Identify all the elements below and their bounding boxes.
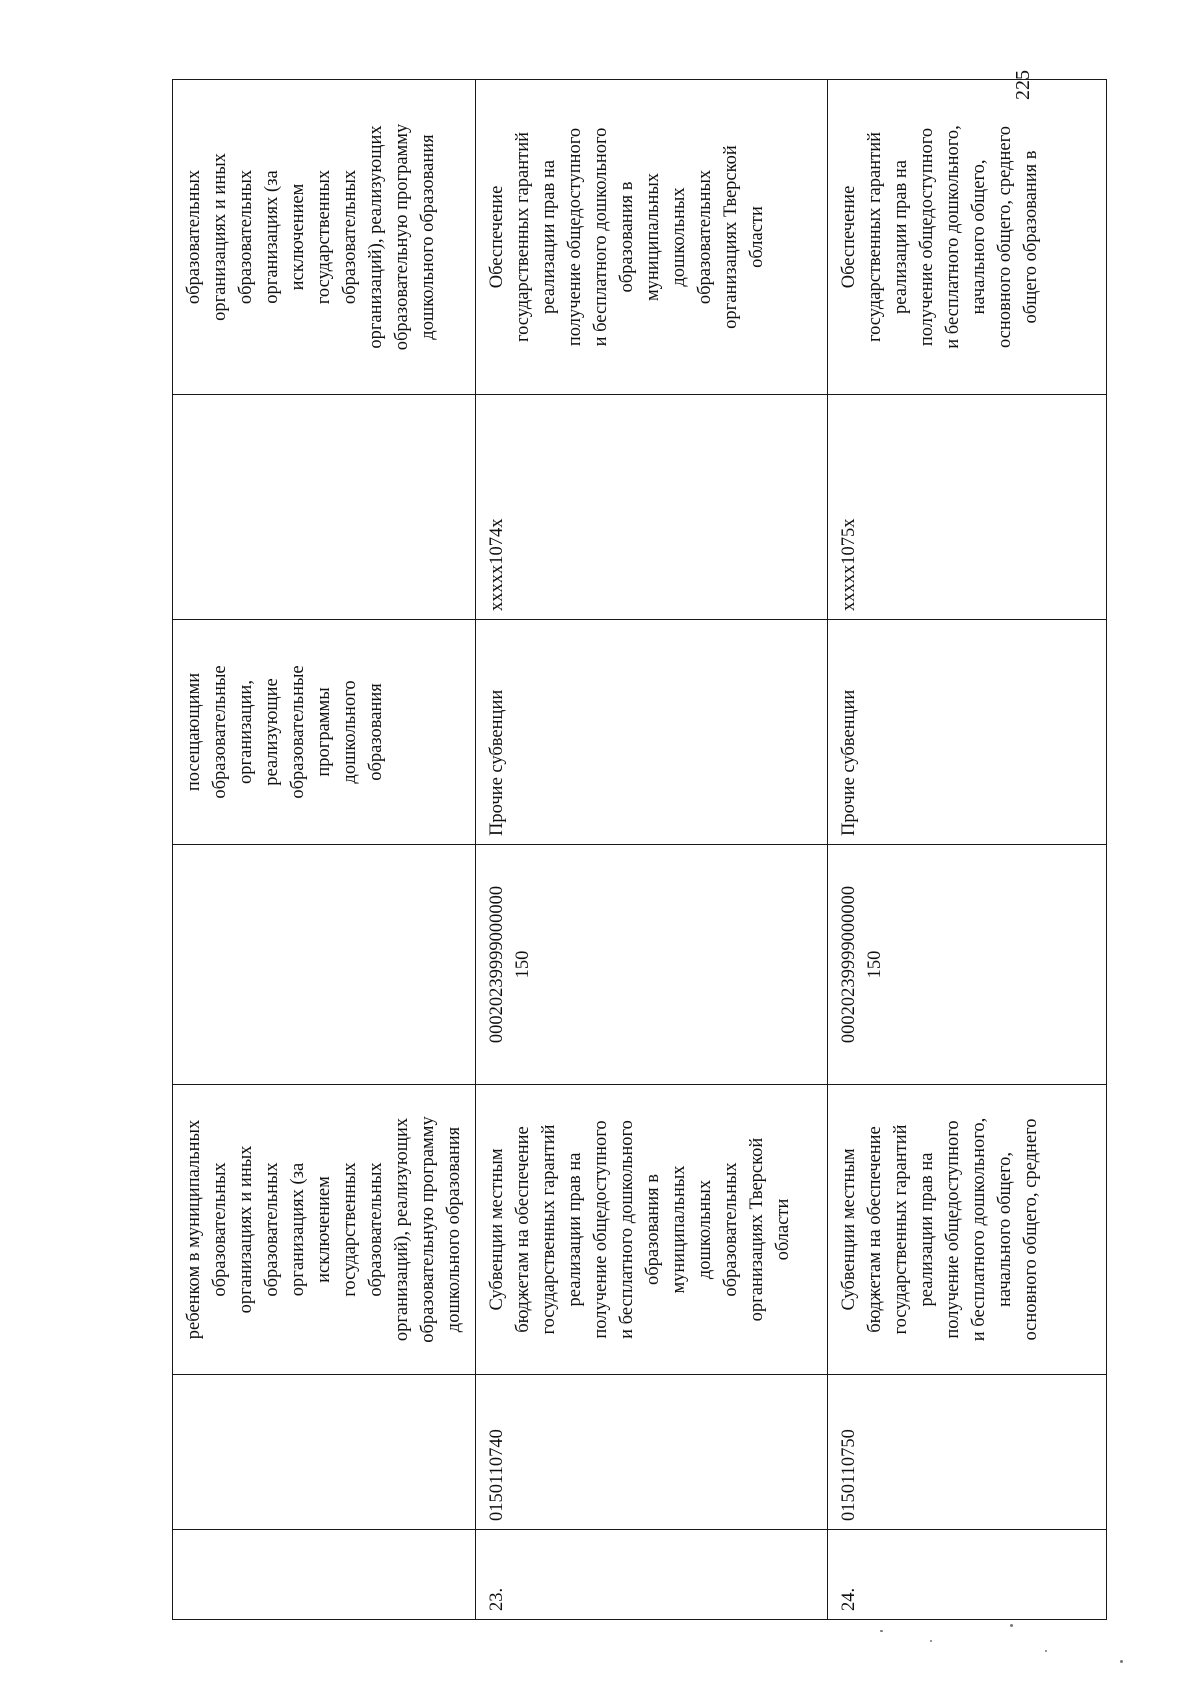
subsidy-type-cell: Прочие субвенции — [476, 620, 828, 845]
kbk-cell: 00020239999000000 150 — [828, 845, 1107, 1085]
row-number-cell: 23. — [476, 1530, 828, 1620]
kbk-cell — [173, 845, 476, 1085]
description-cell: ребенком в муниципальных образовательных организациях и иных образовательных организациях (за исключением государственных образовательных организаций), реализующих образовательную программу дошкольного образования — [173, 1085, 476, 1375]
purpose-cell: Обеспечение государственных гарантий реализации прав на получение общедоступного и бесплатного дошкольного образования в муниципальных дошкольных образовательных организациях Тверской области — [476, 80, 828, 395]
code-cell — [173, 1375, 476, 1530]
scan-speck — [880, 1630, 883, 1632]
table-row — [173, 80, 476, 1620]
row-number-cell — [173, 1530, 476, 1620]
scan-speck — [1045, 1650, 1047, 1652]
subvention-table — [172, 79, 1107, 1620]
x-code-cell: xxxxx1074x — [476, 395, 828, 620]
x-code-cell: xxxxx1075x — [828, 395, 1107, 620]
scan-speck — [1120, 1660, 1123, 1663]
code-cell: 0150110750 — [828, 1375, 1107, 1530]
rotated-page-content — [172, 70, 1107, 1620]
scan-speck — [930, 1640, 932, 1642]
row-number-cell: 24. — [828, 1530, 1107, 1620]
code-cell: 0150110740 — [476, 1375, 828, 1530]
scan-speck — [1010, 1624, 1013, 1627]
purpose-cell: образовательных организациях и иных образовательных организациях (за исключением государственных образовательных организаций), реализующих образовательную программу дошкольного образования — [173, 80, 476, 395]
description-cell: Субвенции местным бюджетам на обеспечение государственных гарантий реализации прав на получение общедоступного и бесплатного дошкольного образования в муниципальных дошкольных образовательных организациях Тверской области — [476, 1085, 828, 1375]
subsidy-type-cell: Прочие субвенции — [828, 620, 1107, 845]
table-row — [476, 80, 828, 1620]
description-cell: Субвенции местным бюджетам на обеспечение государственных гарантий реализации прав на получение общедоступного и бесплатного дошкольного, начального общего, основного общего, среднего — [828, 1085, 1107, 1375]
table-row — [828, 80, 1107, 1620]
purpose-cell: Обеспечение государственных гарантий реализации прав на получение общедоступного и бесплатного дошкольного, начального общего, основного общего, среднего общего образования в — [828, 80, 1107, 395]
subsidy-type-cell: посещающими образовательные организации, реализующие образовательные программы дошкольного образования — [173, 620, 476, 845]
kbk-cell: 00020239999000000 150 — [476, 845, 828, 1085]
x-code-cell — [173, 395, 476, 620]
page-number: 225 — [1012, 70, 1034, 100]
